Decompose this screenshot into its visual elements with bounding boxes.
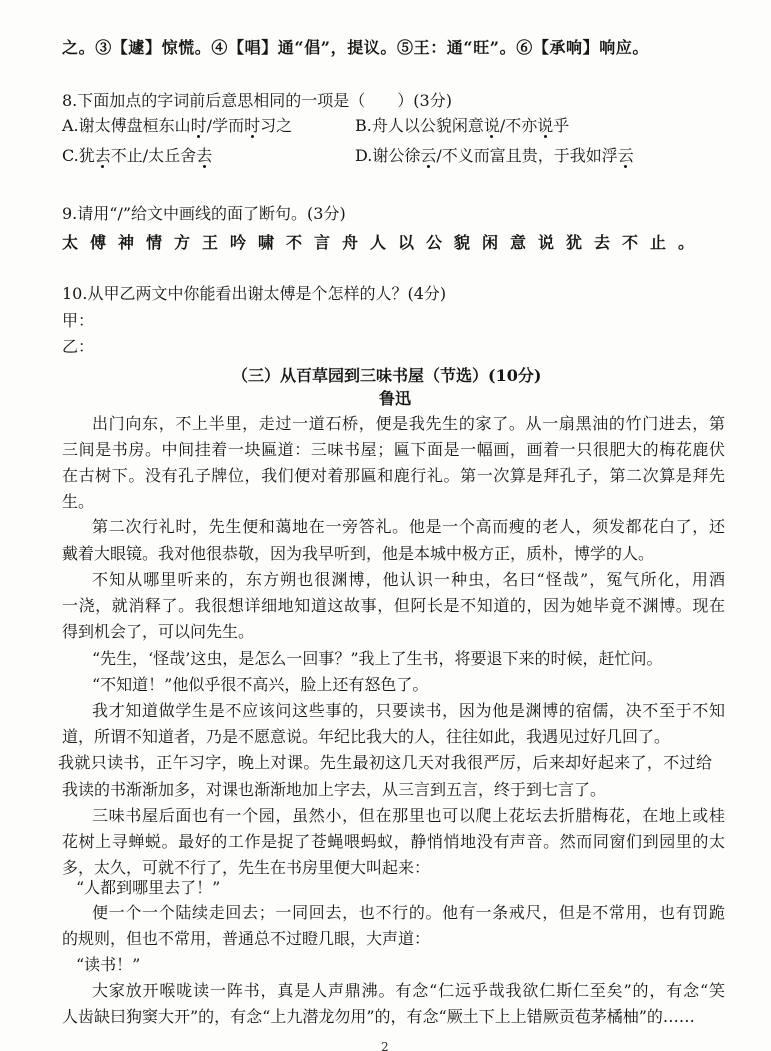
passage-line: 不知从哪里听来的，东方朔也很渊博，他认识一种虫，名曰“怪哉”，冤气所化，用酒 (92, 570, 725, 589)
passage-line: 出门向东，不上半里，走过一道石桥，便是我先生的家了。从一扇黑油的竹门进去，第 (92, 414, 725, 433)
passage-line: “人都到哪里去了！” (76, 878, 221, 897)
question-9-sentence: 太傅神情方王吟啸不言舟人以公貌闲意说犹去不止。 (62, 233, 707, 252)
emphasis-dot-char: 云 (420, 146, 437, 165)
passage-line: 一浇，就消释了。我很想详细地知道这故事，但阿长是不知道的，因为她毕竟不渊博。现在 (62, 596, 725, 615)
emphasis-dot-char: 说 (483, 116, 500, 135)
option-text: B.舟人以公貌闲意 (355, 116, 484, 135)
question-8-option-b (355, 116, 569, 136)
annotation-notes-line: 之。③【遽】惊慌。④【唱】通“倡”，提议。⑤王：通“旺”。⑥【承响】响应。 (62, 38, 650, 57)
answer-label-jia: 甲： (62, 311, 95, 330)
question-8-option-d (355, 146, 634, 166)
passage-line: “不知道！”他似乎很不高兴，脸上还有怒色了。 (92, 675, 429, 694)
answer-label-yi: 乙： (62, 337, 95, 356)
question-8-option-a (62, 116, 292, 136)
passage-line: 便一个一个陆续走回去；一同回去，也不行的。他有一条戒尺，但是不常用，也有罚跪 (92, 903, 725, 922)
question-8-stem: 8.下面加点的字词前后意思相同的一项是（ ）(3分) (62, 91, 452, 110)
passage-line: “读书！” (76, 955, 141, 974)
passage-line: 第二次行礼时，先生便和蔼地在一旁答礼。他是一个高而瘦的老人，须发都花白了，还 (92, 517, 725, 536)
passage-line: 道，所谓不知道者，乃是不愿意说。年纪比我大的人，往往如此，我遇见过好几回了。 (62, 727, 671, 746)
passage-line: 得到机会了，可以问先生。 (62, 622, 255, 641)
passage-line: 我才知道做学生是不应该问这些事的，只要读书，因为他是渊博的宿儒，决不至于不知 (92, 701, 725, 720)
question-8-option-c (62, 146, 212, 166)
passage-line: “先生，‘怪哉’这虫，是怎么一回事？”我上了生书，将要退下来的时候，赶忙问。 (92, 649, 663, 668)
passage-line: 多，太久，可就不行了，先生在书房里便大叫起来： (62, 858, 431, 877)
option-text: /不义而富且贵，于我如浮 (436, 146, 618, 165)
emphasis-dot-char: 云 (617, 146, 634, 165)
passage-line: 在古树下。没有孔子牌位，我们便对着那匾和鹿行礼。第一次算是拜孔子，第二次算是拜先 (62, 466, 725, 485)
passage-line: 生。 (62, 492, 95, 511)
passage-line: 花树上寻蝉蜕。最好的工作是捉了苍蝇喂蚂蚁，静悄悄地没有声音。然而同窗们到园里的太 (62, 832, 725, 851)
option-text: /学而 (206, 116, 245, 135)
option-text: C.犹 (62, 146, 95, 165)
emphasis-dot-char: 去 (94, 146, 111, 165)
passage-line: 我读的书渐渐加多，对课也渐渐地加上字去，从三言到五言，终于到七言了。 (62, 780, 607, 799)
emphasis-dot-char: 说 (537, 116, 554, 135)
emphasis-dot-char: 时 (244, 116, 261, 135)
option-text: 不止/太丘舍 (110, 146, 197, 165)
question-9-stem: 9.请用“/”给文中画线的面了断句。(3分) (62, 204, 346, 223)
emphasis-dot-char: 去 (196, 146, 213, 165)
emphasis-dot-char: 时 (190, 116, 207, 135)
option-text: 习之 (260, 116, 293, 135)
option-text: A.谢太傅盘桓东山 (62, 116, 191, 135)
page-number: 2 (381, 1041, 389, 1051)
option-text: /不亦 (499, 116, 538, 135)
passage-line: 戴着大眼镜。我对他很恭敬，因为我早听到，他是本城中极方正，质朴，博学的人。 (62, 544, 655, 563)
passage-line: 大家放开喉咙读一阵书，真是人声鼎沸。有念“仁远乎哉我欲仁斯仁至矣”的，有念“笑 (92, 981, 725, 1000)
passage-title: （三）从百草园到三味书屋（节选）(10分) (232, 366, 542, 385)
passage-author: 鲁迅 (379, 389, 412, 408)
passage-line: 我就只读书，正午习字，晚上对课。先生最初这几天对我很严厉，后来却好起来了，不过给 (58, 753, 712, 772)
option-text: D.谢公徐 (355, 146, 421, 165)
option-text: 乎 (553, 116, 570, 135)
passage-line: 的规则，但也不常用，普通总不过瞪几眼，大声道： (62, 929, 431, 948)
question-10-stem: 10.从甲乙两文中你能看出谢太傅是个怎样的人？(4分) (62, 284, 447, 303)
passage-line: 人齿缺曰狗窦大开”的，有念“上九潜龙勿用”的，有念“厥土下上上错厥贡苞茅橘柚”的…… (62, 1007, 695, 1026)
passage-line: 三味书屋后面也有一个园，虽然小，但在那里也可以爬上花坛去折腊梅花，在地上或桂 (92, 806, 725, 825)
passage-line: 三间是书房。中间挂着一块匾道：三味书屋；匾下面是一幅画，画着一只很肥大的梅花鹿伏 (62, 440, 725, 459)
